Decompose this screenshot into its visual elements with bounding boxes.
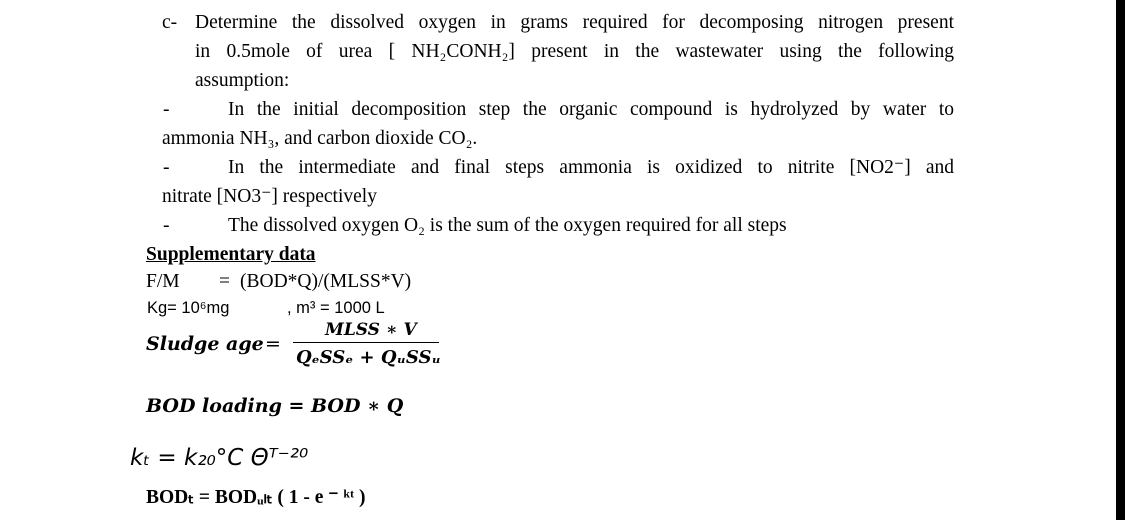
question-line-3: assumption: bbox=[195, 70, 290, 91]
question-line-2: in 0.5mole of urea [ NH₂CONH₂] present in the wastewater using the following bbox=[195, 41, 954, 62]
assumption-2-line-a: In the intermediate and final steps ammonia is oxidized to nitrite [NO2⁻] and bbox=[228, 157, 954, 178]
assumption-dash: - bbox=[163, 215, 170, 236]
assumption-2-line-b: nitrate [NO3⁻] respectively bbox=[162, 186, 377, 207]
assumption-dash: - bbox=[163, 157, 170, 178]
question-line-1: Determine the dissolved oxygen in grams required for decomposing nitrogen present bbox=[195, 12, 954, 33]
supplementary-heading: Supplementary data bbox=[146, 244, 316, 265]
kg-conversion: Kg= 10⁶mg bbox=[147, 299, 230, 317]
sludge-age-denominator: QₑSSₑ + QᵤSSᵤ bbox=[296, 347, 441, 368]
sludge-age-numerator: MLSS ∗ V bbox=[325, 320, 417, 340]
page-edge-bar bbox=[1116, 0, 1125, 520]
kt-temperature-formula: kₜ = k₂₀°C Θᵀ⁻²⁰ bbox=[130, 445, 309, 471]
assumption-1-line-a: In the initial decomposition step the organic compound is hydrolyzed by water to bbox=[228, 99, 954, 120]
fm-label: F/M bbox=[146, 271, 180, 292]
fm-equals: = bbox=[219, 271, 230, 292]
sludge-age-equals: = bbox=[265, 333, 281, 355]
assumption-1-line-b: ammonia NH₃, and carbon dioxide CO₂. bbox=[162, 128, 478, 149]
assumption-3-line-a: The dissolved oxygen O₂ is the sum of the oxygen required for all steps bbox=[228, 215, 787, 236]
sludge-age-label: Sludge age bbox=[146, 333, 264, 355]
m3-conversion: , m³ = 1000 L bbox=[287, 299, 385, 317]
bod-t-formula: BODₜ = BODᵤₗₜ ( 1 - e ⁻ ᵏᵗ ) bbox=[146, 487, 366, 508]
fraction-bar bbox=[293, 342, 439, 343]
question-marker: c- bbox=[162, 12, 178, 33]
assumption-dash: - bbox=[163, 99, 170, 120]
bod-loading-formula: BOD loading = BOD ∗ Q bbox=[146, 395, 404, 417]
fm-formula: (BOD*Q)/(MLSS*V) bbox=[240, 271, 412, 292]
